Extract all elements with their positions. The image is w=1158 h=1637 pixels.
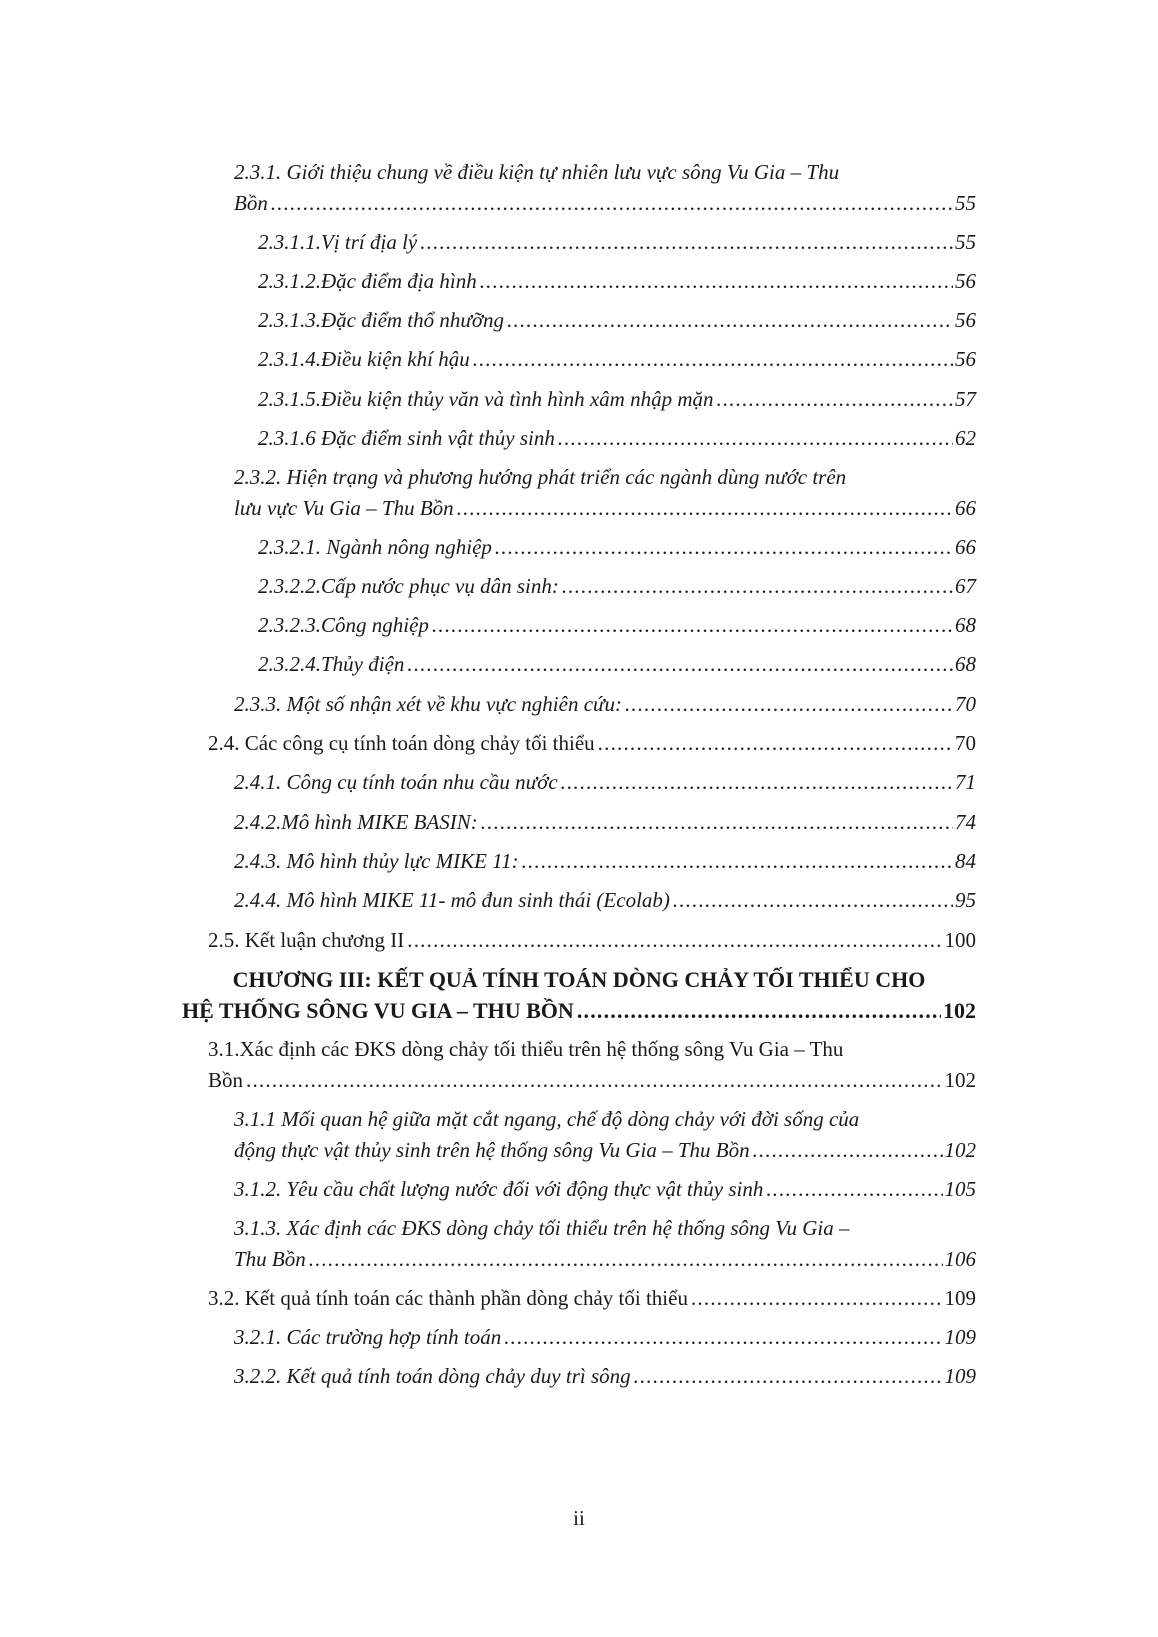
toc-page-number: 67 xyxy=(955,574,976,598)
toc-entry-title: 2.3.2.3.Công nghiệp xyxy=(258,613,429,637)
toc-entry-title: 2.3.1. Giới thiệu chung về điều kiện tự nhiên lưu vực sông Vu Gia – Thu xyxy=(234,160,840,184)
toc-entry-2-4-2[interactable] xyxy=(234,807,976,838)
dot-leader xyxy=(561,767,953,798)
toc-page-number: 102 xyxy=(944,1068,976,1092)
toc-page-number: 55 xyxy=(955,191,976,215)
toc-entry-3-1-3[interactable] xyxy=(234,1213,976,1275)
toc-entry-title: 2.3.1.6 Đặc điểm sinh vật thủy sinh xyxy=(258,426,555,450)
dot-leader xyxy=(420,227,953,258)
toc-entry-title: 2.4.4. Mô hình MIKE 11- mô đun sinh thái (Ecolab) xyxy=(234,888,670,912)
toc-page-number: 100 xyxy=(944,928,976,952)
toc-entry-3-1-2[interactable] xyxy=(234,1174,976,1205)
toc-entry-2-4-4[interactable] xyxy=(234,885,976,916)
toc-entry-2-3-2[interactable] xyxy=(234,462,976,524)
toc-entry-title: 3.2.1. Các trường hợp tính toán xyxy=(234,1325,502,1349)
dot-leader xyxy=(717,384,954,415)
dot-leader xyxy=(577,995,941,1026)
toc-entry-title: 2.3.1.1.Vị trí địa lý xyxy=(258,230,418,254)
toc-entry-title: 3.1.3. Xác định các ĐKS dòng chảy tối thiểu trên hệ thống sông Vu Gia – xyxy=(234,1216,850,1240)
toc-entry-title: 2.3.2. Hiện trạng và phương hướng phát triển các ngành dùng nước trên xyxy=(234,465,847,489)
toc-entry-2-3-1-2[interactable] xyxy=(258,266,976,297)
toc-page-number: 55 xyxy=(955,230,976,254)
toc-entry-title: 2.4.2.Mô hình MIKE BASIN: xyxy=(234,810,478,834)
dot-leader xyxy=(753,1135,943,1166)
toc-entry-title: 2.4.1. Công cụ tính toán nhu cầu nước xyxy=(234,770,558,794)
toc-page-number: 71 xyxy=(955,770,976,794)
toc-entry-2-3-1-5[interactable] xyxy=(258,384,976,415)
dot-leader xyxy=(766,1174,942,1205)
toc-entry-title: 3.2.2. Kết quả tính toán dòng chảy duy trì sông xyxy=(234,1364,631,1388)
toc-entry-2-3-3[interactable] xyxy=(234,689,976,720)
page-number-footer: ii xyxy=(573,1506,585,1530)
toc-entry-title-cont: động thực vật thủy sinh trên hệ thống sông Vu Gia – Thu Bồn xyxy=(234,1138,750,1162)
toc-entry-title: 2.3.1.4.Điều kiện khí hậu xyxy=(258,347,470,371)
toc-entry-title: 3.1.2. Yêu cầu chất lượng nước đối với động thực vật thủy sinh xyxy=(234,1177,764,1201)
toc-page-number: 70 xyxy=(955,692,976,716)
toc-entry-3-1-1[interactable] xyxy=(234,1104,976,1166)
dot-leader xyxy=(625,689,953,720)
toc-entry-3-2-1[interactable] xyxy=(234,1322,976,1353)
toc-entry-title: 2.3.3. Một số nhận xét về khu vực nghiên cứu: xyxy=(234,692,622,716)
dot-leader xyxy=(507,305,953,336)
toc-page-number: 57 xyxy=(955,387,976,411)
toc-entry-2-3-1[interactable] xyxy=(234,157,976,219)
dot-leader xyxy=(481,807,953,838)
toc-page-number: 109 xyxy=(944,1364,976,1388)
toc-entry-2-4-1[interactable] xyxy=(234,767,976,798)
toc-entry-title: 2.3.1.3.Đặc điểm thổ nhưỡng xyxy=(258,308,505,332)
toc-entry-title: 2.3.2.1. Ngành nông nghiệp xyxy=(258,535,492,559)
toc-entry-2-3-1-4[interactable] xyxy=(258,344,976,375)
toc-page-number: 56 xyxy=(955,269,976,293)
toc-page-number: 106 xyxy=(944,1247,976,1271)
dot-leader xyxy=(480,266,953,297)
toc-page-number: 66 xyxy=(955,496,976,520)
dot-leader xyxy=(634,1361,943,1392)
toc-page-number: 109 xyxy=(944,1286,976,1310)
chapter-title-cont: HỆ THỐNG SÔNG VU GIA – THU BỒN xyxy=(182,998,574,1023)
toc-entry-3-2-2[interactable] xyxy=(234,1361,976,1392)
toc-page-number: 102 xyxy=(943,998,976,1023)
toc-entry-title: 3.1.1 Mối quan hệ giữa mặt cắt ngang, chế độ dòng chảy với đời sống của xyxy=(234,1107,860,1131)
dot-leader xyxy=(495,532,953,563)
toc-entry-title-cont: lưu vực Vu Gia – Thu Bồn xyxy=(234,496,454,520)
dot-leader xyxy=(691,1283,943,1314)
toc-page-number: 95 xyxy=(955,888,976,912)
toc-entry-title: 2.4. Các công cụ tính toán dòng chảy tối thiểu xyxy=(208,731,595,755)
dot-leader xyxy=(562,571,953,602)
dot-leader xyxy=(309,1244,943,1275)
toc-page-number: 68 xyxy=(955,613,976,637)
dot-leader xyxy=(558,423,953,454)
dot-leader xyxy=(504,1322,942,1353)
toc-entry-2-3-2-3[interactable] xyxy=(258,610,976,641)
dot-leader xyxy=(271,188,953,219)
toc-entry-2-3-2-1[interactable] xyxy=(258,532,976,563)
toc-entry-title: 3.2. Kết quả tính toán các thành phần dòng chảy tối thiểu xyxy=(208,1286,688,1310)
dot-leader xyxy=(473,344,953,375)
toc-entry-title-cont: Bồn xyxy=(234,191,268,215)
toc-entry-2-3-1-6[interactable] xyxy=(258,423,976,454)
toc-entry-3-1[interactable] xyxy=(208,1034,976,1096)
dot-leader xyxy=(522,846,953,877)
dot-leader xyxy=(246,1065,942,1096)
toc-entry-title: 2.3.1.5.Điều kiện thủy văn và tình hình xâm nhập mặn xyxy=(258,387,714,411)
dot-leader xyxy=(673,885,953,916)
toc-entry-2-4[interactable] xyxy=(208,728,976,759)
dot-leader xyxy=(457,493,953,524)
toc-page-number: 70 xyxy=(955,731,976,755)
toc-entry-title-cont: Thu Bồn xyxy=(234,1247,306,1271)
toc-page-number: 56 xyxy=(955,308,976,332)
dot-leader xyxy=(598,728,953,759)
toc-page-number: 62 xyxy=(955,426,976,450)
toc-page-number: 105 xyxy=(944,1177,976,1201)
dot-leader xyxy=(407,649,953,680)
toc-page-number: 74 xyxy=(955,810,976,834)
toc-page-number: 109 xyxy=(944,1325,976,1349)
dot-leader xyxy=(407,925,942,956)
toc-entry-2-3-2-2[interactable] xyxy=(258,571,976,602)
toc-entry-title: 2.3.2.2.Cấp nước phục vụ dân sinh: xyxy=(258,574,559,598)
toc-chapter-3[interactable] xyxy=(182,964,976,1026)
toc-entry-2-3-2-4[interactable] xyxy=(258,649,976,680)
toc-entry-2-3-1-1[interactable] xyxy=(258,227,976,258)
toc-entry-title: 2.3.2.4.Thủy điện xyxy=(258,652,405,676)
toc-page-number: 102 xyxy=(944,1138,976,1162)
toc-entry-2-5[interactable] xyxy=(208,925,976,956)
toc-page-number: 66 xyxy=(955,535,976,559)
toc-page-number: 84 xyxy=(955,849,976,873)
toc-entry-title: 2.4.3. Mô hình thủy lực MIKE 11: xyxy=(234,849,519,873)
toc-entry-title: 2.3.1.2.Đặc điểm địa hình xyxy=(258,269,477,293)
toc-entry-2-3-1-3[interactable] xyxy=(258,305,976,336)
toc-entry-title: 2.5. Kết luận chương II xyxy=(208,928,405,952)
toc-page-number: 56 xyxy=(955,347,976,371)
toc-page-number: 68 xyxy=(955,652,976,676)
toc-entry-title: 3.1.Xác định các ĐKS dòng chảy tối thiểu trên hệ thống sông Vu Gia – Thu xyxy=(208,1037,844,1061)
toc-entry-3-2[interactable] xyxy=(208,1283,976,1314)
toc-entry-2-4-3[interactable] xyxy=(234,846,976,877)
toc-entry-title-cont: Bồn xyxy=(208,1068,244,1092)
chapter-title: CHƯƠNG III: KẾT QUẢ TÍNH TOÁN DÒNG CHẢY TỐI THIỂU CHO xyxy=(232,967,926,992)
dot-leader xyxy=(432,610,953,641)
